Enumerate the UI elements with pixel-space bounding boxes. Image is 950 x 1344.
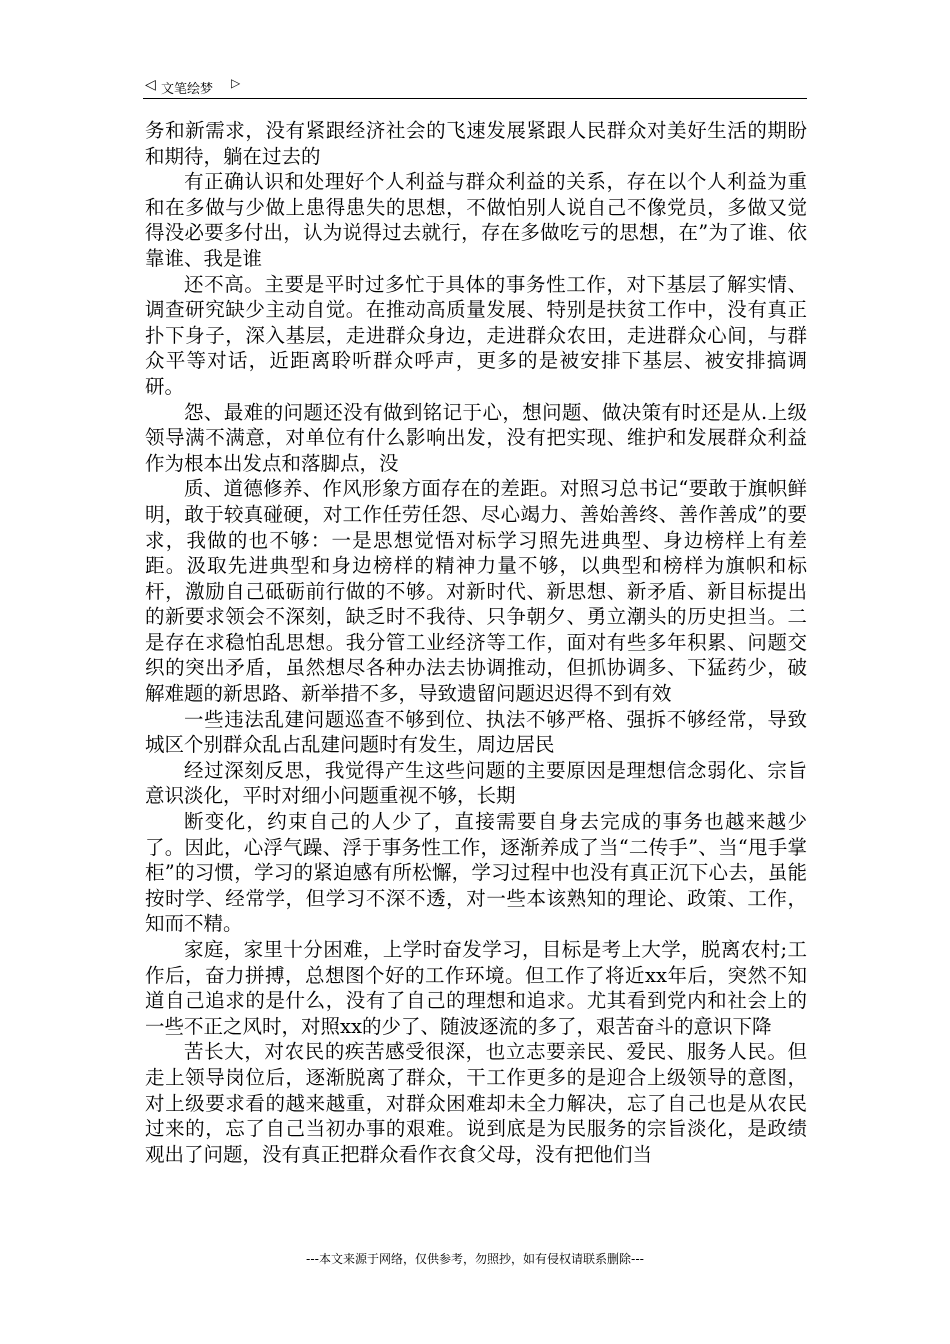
- header-title: 文笔绘梦: [161, 82, 214, 97]
- paragraph-3: 还不高。主要是平时过多忙于具体的事务性工作，对下基层了解实情、调查研究缺少主动自觉。在推动高质量发展、特别是扶贫工作中，没有真正扑下身子，深入基层，走进群众身边，走进群众农田，走进群众心间，与群众平等对话，近距离聆听群众呼声，更多的是被安排下基层、被安排搞调研。: [145, 272, 807, 398]
- document-body: [145, 118, 807, 1167]
- paragraph-9: 家庭，家里十分困难，上学时奋发学习，目标是考上大学，脱离农村;工作后，奋力拼搏，总想图个好的工作环境。但工作了将近xx年后，突然不知道自己追求的是什么，没有了自己的理想和追求。尤其看到党内和社会上的一些不正之风时，对照xx的少了、随波逐流的多了，艰苦奋斗的意识下降: [145, 938, 807, 1038]
- paragraph-2: 有正确认识和处理好个人利益与群众利益的关系，存在以个人利益为重和在多做与少做上患得患失的思想，不做怕别人说自己不像党员，多做又觉得没必要多付出，认为说得过去就行，存在多做吃亏的思想，在”为了谁、依靠谁、我是谁: [145, 170, 807, 270]
- paragraph-7: 经过深刻反思，我觉得产生这些问题的主要原因是理想信念弱化、宗旨意识淡化，平时对细小问题重视不够，长期: [145, 758, 807, 808]
- paragraph-1: 务和新需求，没有紧跟经济社会的飞速发展紧跟人民群众对美好生活的期盼和期待，躺在过去的: [145, 119, 807, 168]
- paragraph-10: 苦长大，对农民的疾苦感受很深，也立志要亲民、爱民、服务人民。但走上领导岗位后，逐渐脱离了群众，干工作更多的是迎合上级领导的意图，对上级要求看的越来越重，对群众困难却未全力解决，忘了自己也是从农民过来的，忘了自己当初办事的艰难。说到底是为民服务的宗旨淡化，是政绩观出了问题，没有真正把群众看作衣食父母，没有把他们当: [145, 1040, 807, 1166]
- triangle-left-icon: ◁: [145, 77, 156, 93]
- page-footer: ---本文来源于网络，仅供参考，勿照抄，如有侵权请联系删除---: [306, 1252, 644, 1266]
- page-header: [143, 72, 807, 99]
- paragraph-4: 怨、最难的问题还没有做到铭记于心，想问题、做决策有时还是从.上级领导满不满意，对单位有什么影响出发，没有把实现、维护和发展群众利益作为根本出发点和落脚点，没: [145, 400, 807, 475]
- paragraph-5: 质、道德修养、作风形象方面存在的差距。对照习总书记“要敢于旗帜鲜明，敢于较真碰硬，对工作任劳任怨、尽心竭力、善始善终、善作善成”的要求，我做的也不够：一是思想觉悟对标学习照先进典型、身边榜样上有差距。汲取先进典型和身边榜样的精神力量不够，以典型和榜样为旗帜和标杆，激励自己砥砺前行做的不够。对新时代、新思想、新矛盾、新目标提出的新要求领会不深刻，缺乏时不我待、只争朝夕、勇立潮头的历史担当。二是存在求稳怕乱思想。我分管工业经济等工作，面对有些多年积累、问题交织的突出矛盾，虽然想尽各种办法去协调推动，但抓协调多、下猛药少，破解难题的新思路、新举措不多，导致遗留问题迟迟得不到有效: [145, 477, 807, 706]
- triangle-right-icon: ▷: [231, 76, 241, 90]
- paragraph-6: 一些违法乱建问题巡查不够到位、执法不够严格、强拆不够经常，导致城区个别群众乱占乱建问题时有发生，周边居民: [145, 707, 807, 757]
- paragraph-8: 断变化，约束自己的人少了，直接需要自身去完成的事务也越来越少了。因此，心浮气躁、浮于事务性工作，逐渐养成了当“二传手”、当“甩手掌柜”的习惯，学习的紧迫感有所松懈，学习过程中也没有真正沉下心去，虽能按时学、经常学，但学习不深不透，对一些本该熟知的理论、政策、工作，知而不精。: [145, 810, 807, 936]
